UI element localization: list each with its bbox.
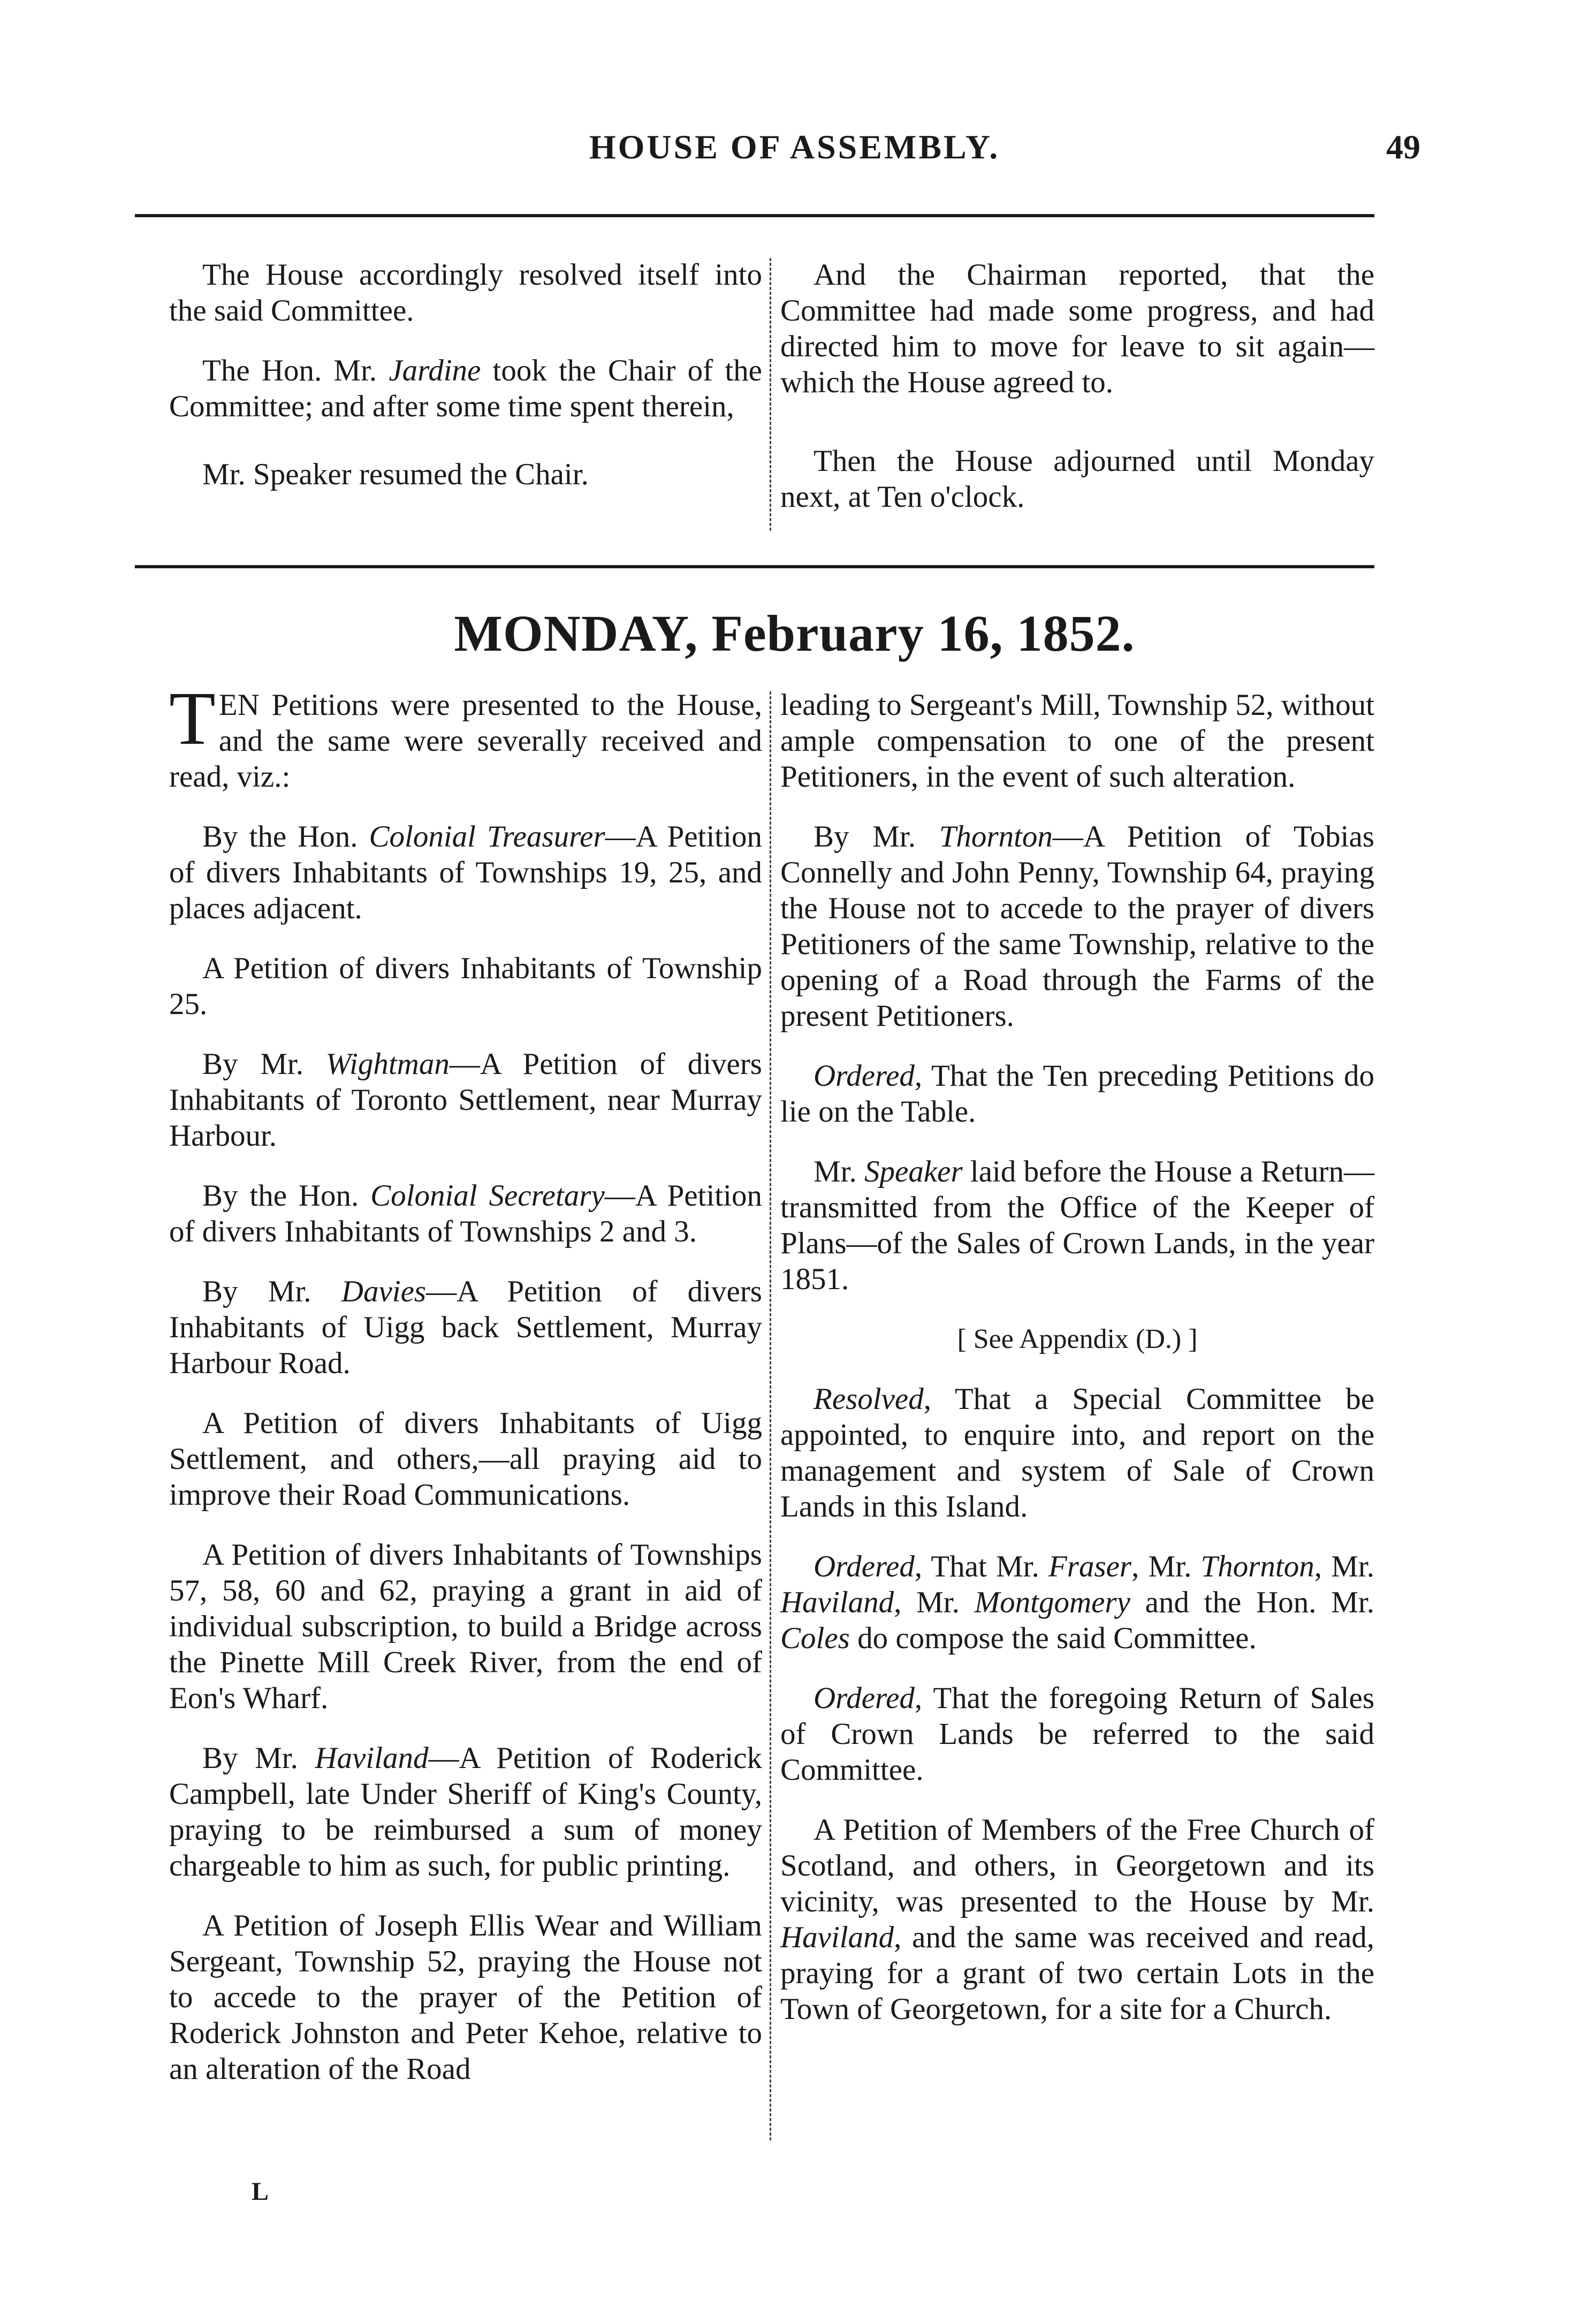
main-right-column <box>780 687 1374 2051</box>
left-paragraph: By Mr. Wightman—A Petition of divers Inhabitants of Toronto Settlement, near Murray Harbour. <box>169 1047 762 1153</box>
mid-rule <box>135 565 1374 568</box>
ordered-lead: Ordered <box>813 1550 915 1583</box>
ordered-lead: Ordered <box>813 1681 915 1715</box>
name-colonial-treasurer: Colonial Treasurer <box>369 820 605 854</box>
left-paragraph: A Petition of divers Inhabitants of Uigg Settlement, and others,—all praying aid to improve their Road Communications. <box>169 1406 762 1512</box>
appendix-note: [ See Appendix (D.) ] <box>957 1324 1198 1354</box>
left-paragraph <box>169 676 762 795</box>
right-paragraph: Ordered, That the foregoing Return of Sales of Crown Lands be referred to the said Committee. <box>780 1681 1374 1787</box>
name-colonial-secretary: Colonial Secretary <box>370 1179 605 1213</box>
resolved-lead: Resolved <box>813 1382 924 1416</box>
name-davies: Davies <box>341 1275 427 1308</box>
right-paragraph: Mr. Speaker laid before the House a Return—transmitted from the Office of the Keeper of Plans—of the Sales of Crown Lands, in the year 1851. <box>780 1155 1374 1296</box>
day-heading: MONDAY, February 16, 1852. <box>454 605 1135 662</box>
main-left-column <box>169 676 762 2111</box>
signature-mark: L <box>252 2177 269 2206</box>
page-number: 49 <box>1386 128 1420 166</box>
right-paragraph: Ordered, That Mr. Fraser, Mr. Thornton, Mr. Haviland, Mr. Montgomery and the Hon. Mr. Coles do compose the said Committee. <box>780 1550 1374 1655</box>
name-jardine: Jardine <box>389 354 481 387</box>
name-haviland: Haviland <box>315 1741 429 1775</box>
left-paragraph: A Petition of divers Inhabitants of Townships 57, 58, 60 and 62, praying a grant in aid of individual subscription, to build a Bridge across the Pinette Mill Creek River, from the end of Eon's Wharf. <box>169 1538 762 1715</box>
left-paragraph: By Mr. Haviland—A Petition of Roderick Campbell, late Under Sheriff of King's County, praying to be reimbursed a sum of money chargeable to him as such, for public printing. <box>169 1741 762 1883</box>
right-paragraph: By Mr. Thornton—A Petition of Tobias Connelly and John Penny, Township 64, praying the House not to accede to the prayer of divers Petitioners of the same Township, relative to the opening of a Road through the Farms of the present Petitioners. <box>780 820 1374 1033</box>
column-divider <box>770 258 771 531</box>
name-haviland: Haviland <box>780 1921 894 1954</box>
name-wightman: Wightman <box>325 1047 450 1081</box>
right-paragraph: Resolved, That a Special Committee be appointed, to enquire into, and report on the management and system of Sale of Crown Lands in this Island. <box>780 1382 1374 1523</box>
left-paragraph: By Mr. Davies—A Petition of divers Inhabitants of Uigg back Settlement, Murray Harbour Road. <box>169 1275 762 1380</box>
top-right-column <box>780 257 1374 539</box>
name-speaker: Speaker <box>864 1155 963 1188</box>
name-thornton: Thornton <box>939 820 1053 854</box>
drop-cap: T <box>169 676 216 760</box>
top-left-paragraph: The Hon. Mr. Jardine took the Chair of the Committee; and after some time spent therein, <box>169 354 762 423</box>
ordered-lead: Ordered <box>813 1059 915 1093</box>
top-right-paragraph: And the Chairman reported, that the Committee had made some progress, and had directed him to move for leave to sit again—which the House agreed to. <box>780 258 1374 399</box>
running-title: HOUSE OF ASSEMBLY. <box>589 128 1000 166</box>
left-paragraph-text: EN Petitions were presented to the House, and the same were severally received and read, viz.: <box>169 688 762 794</box>
right-paragraph: leading to Sergeant's Mill, Township 52, without ample compensation to one of the present Petitioners, in the event of such alteration. <box>780 688 1374 794</box>
column-divider <box>770 691 771 2140</box>
top-left-paragraph: Mr. Speaker resumed the Chair. <box>202 458 589 491</box>
top-right-paragraph: Then the House adjourned until Monday next, at Ten o'clock. <box>780 444 1374 514</box>
top-left-paragraph: The House accordingly resolved itself into the said Committee. <box>169 258 762 327</box>
left-paragraph: A Petition of Joseph Ellis Wear and William Sergeant, Township 52, praying the House not to accede to the prayer of the Petition of Roderick Johnston and Peter Kehoe, relative to an alteration of the Road <box>169 1909 762 2086</box>
top-left-column <box>169 257 762 516</box>
right-paragraph: A Petition of Members of the Free Church of Scotland, and others, in Georgetown and its vicinity, was presented to the House by Mr. Haviland, and the same was received and read, praying for a grant of two certain Lots in the Town of Georgetown, for a site for a Church. <box>780 1813 1374 2026</box>
left-paragraph: A Petition of divers Inhabitants of Township 25. <box>169 951 762 1021</box>
left-paragraph: By the Hon. Colonial Treasurer—A Petition of divers Inhabitants of Townships 19, 25, and places adjacent. <box>169 820 762 925</box>
right-paragraph: Ordered, That the Ten preceding Petitions do lie on the Table. <box>780 1059 1374 1129</box>
top-rule <box>135 214 1374 217</box>
left-paragraph: By the Hon. Colonial Secretary—A Petition of divers Inhabitants of Townships 2 and 3. <box>169 1179 762 1248</box>
